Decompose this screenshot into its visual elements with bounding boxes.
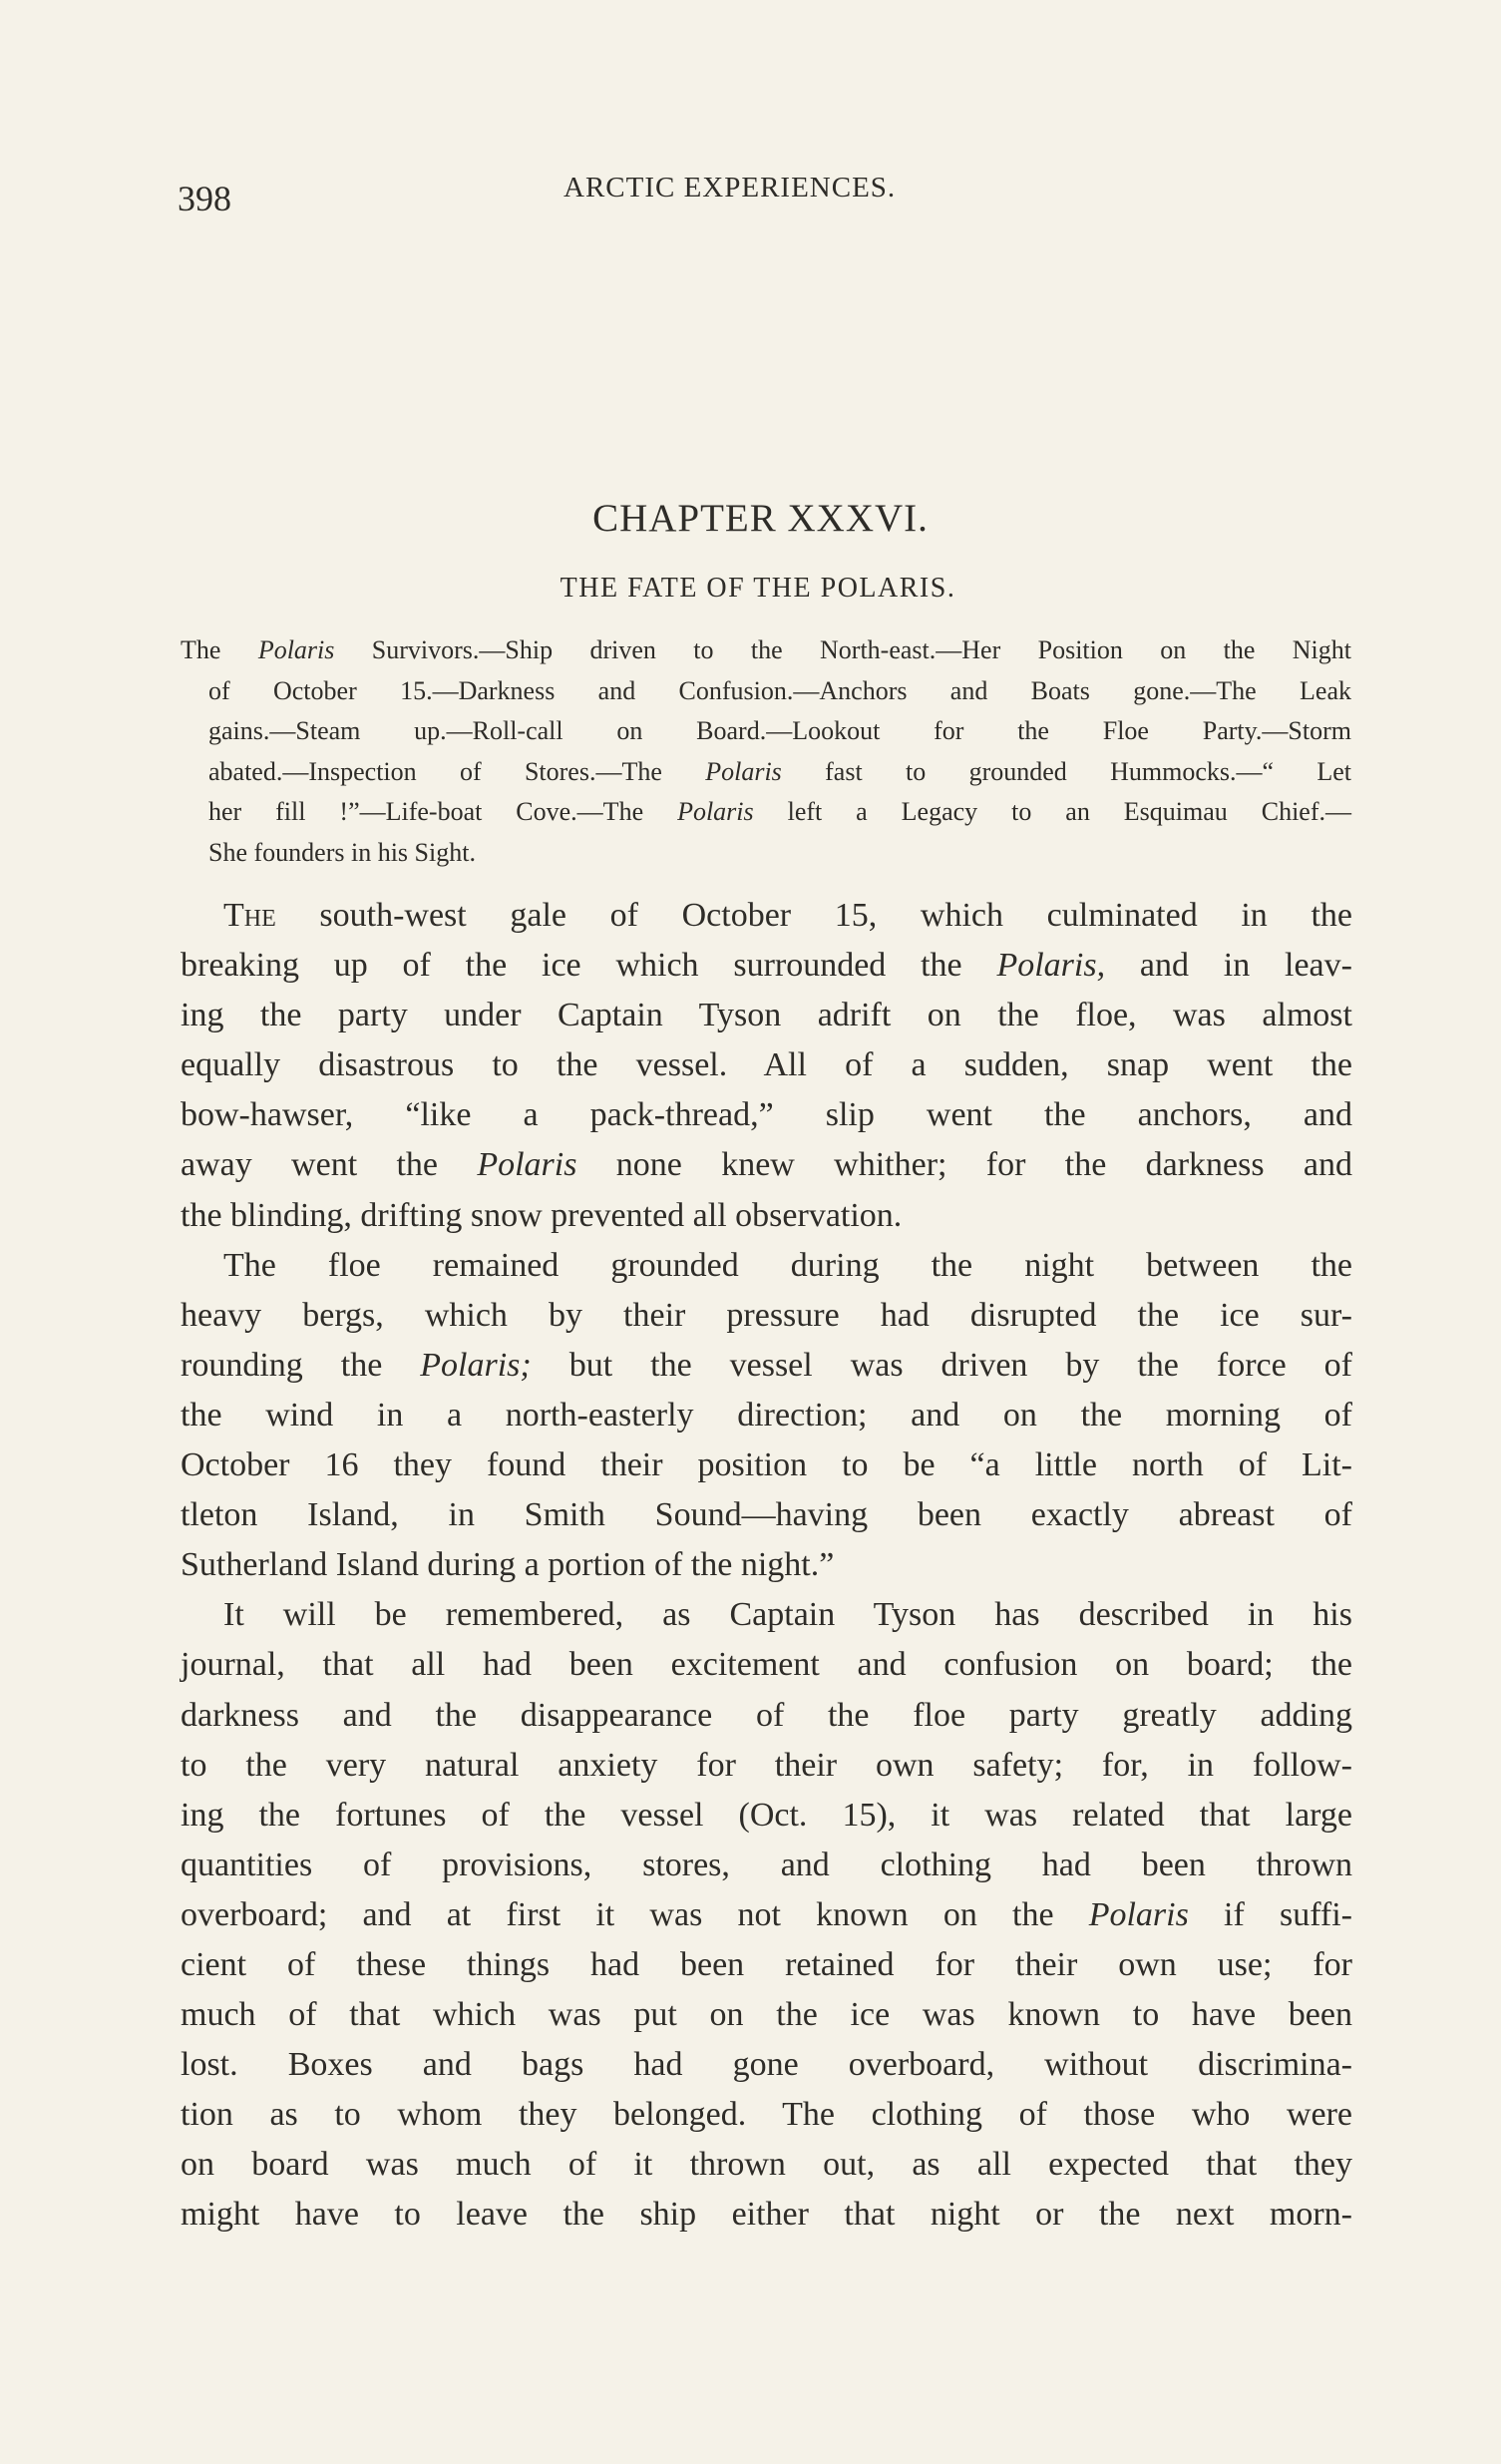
text-line bbox=[181, 1391, 1352, 1440]
text-line bbox=[181, 941, 1352, 991]
text-segment: bow-hawser, “like a pack-thread,” slip went the anchors, and bbox=[181, 1096, 1352, 1134]
text-segment: Sutherland Island during a portion of the night.” bbox=[181, 1546, 835, 1584]
text-line bbox=[181, 1490, 1352, 1540]
text-segment: tion as to whom they belonged. The clothing of those who were bbox=[181, 2096, 1352, 2134]
text-line bbox=[181, 891, 1352, 941]
text-segment: rounding the bbox=[181, 1346, 421, 1384]
text-line bbox=[181, 1890, 1352, 1940]
text-segment: The bbox=[181, 635, 258, 664]
italic-text: Polaris bbox=[677, 797, 754, 826]
text-line bbox=[181, 2090, 1352, 2140]
text-segment: left a Legacy to an Esquimau Chief.— bbox=[753, 797, 1351, 826]
text-line bbox=[181, 1741, 1352, 1791]
text-segment: overboard; and at first it was not known on the bbox=[181, 1895, 1089, 1933]
text-line bbox=[181, 752, 1351, 793]
text-line bbox=[181, 1090, 1352, 1140]
text-line bbox=[181, 1990, 1352, 2040]
text-segment: quantities of provisions, stores, and clothing had been thrown bbox=[181, 1846, 1352, 1883]
text-line bbox=[181, 1140, 1352, 1190]
text-segment: away went the bbox=[181, 1146, 478, 1184]
text-line bbox=[181, 711, 1351, 752]
text-line bbox=[181, 1291, 1352, 1341]
text-segment: much of that which was put on the ice was known to have been bbox=[181, 1996, 1352, 2034]
text-segment: of October 15.—Darkness and Confusion.—Anchors and Boats gone.—The Leak bbox=[208, 675, 1351, 705]
text-segment: none knew whither; for the darkness and bbox=[576, 1146, 1353, 1184]
text-segment: The bbox=[223, 897, 276, 934]
text-segment: ing the party under Captain Tyson adrift on the floe, was almost bbox=[181, 997, 1352, 1034]
text-segment: but the vessel was driven by the force of bbox=[531, 1346, 1352, 1384]
chapter-title: CHAPTER XXXVI. bbox=[592, 497, 929, 540]
text-line bbox=[181, 1791, 1352, 1841]
italic-text: Polaris bbox=[1088, 1895, 1189, 1933]
text-line bbox=[181, 671, 1351, 712]
chapter-subtitle: THE FATE OF THE POLARIS. bbox=[560, 573, 956, 604]
text-segment: She founders in his Sight. bbox=[208, 837, 476, 867]
chapter-summary bbox=[181, 630, 1351, 873]
italic-text: Polaris; bbox=[420, 1346, 532, 1384]
text-line bbox=[181, 1590, 1352, 1640]
text-segment: on board was much of it thrown out, as all expected that they bbox=[181, 2146, 1352, 2184]
text-segment: ing the fortunes of the vessel (Oct. 15), it was related that large bbox=[181, 1796, 1352, 1834]
page-number: 398 bbox=[178, 179, 231, 218]
text-segment: lost. Boxes and bags had gone overboard, without discrimina- bbox=[181, 2046, 1352, 2084]
text-line bbox=[181, 1341, 1352, 1391]
text-segment: darkness and the disappearance of the floe party greatly adding bbox=[181, 1696, 1352, 1734]
text-line bbox=[181, 1191, 1352, 1241]
text-segment: journal, that all had been excitement and confusion on board; the bbox=[181, 1646, 1352, 1684]
text-segment: if suffi- bbox=[1188, 1895, 1352, 1933]
text-line bbox=[181, 1640, 1352, 1690]
text-segment: abated.—Inspection of Stores.—The bbox=[208, 756, 706, 786]
text-segment: tleton Island, in Smith Sound—having been exactly abreast of bbox=[181, 1496, 1352, 1534]
text-segment: and in leav- bbox=[1105, 947, 1352, 985]
paragraph bbox=[181, 891, 1352, 1241]
text-segment: the blinding, drifting snow prevented all observation. bbox=[181, 1196, 903, 1234]
text-line bbox=[181, 1440, 1352, 1490]
text-line bbox=[181, 630, 1351, 671]
text-segment: to the very natural anxiety for their own safety; for, in follow- bbox=[181, 1746, 1352, 1784]
paragraph bbox=[181, 1241, 1352, 1591]
italic-text: Polaris, bbox=[996, 947, 1106, 985]
text-line bbox=[181, 2040, 1352, 2090]
running-title: ARCTIC EXPERIENCES. bbox=[563, 172, 897, 204]
italic-text: Polaris bbox=[477, 1146, 577, 1184]
text-line bbox=[181, 833, 1351, 874]
text-segment: October 16 they found their position to be “a little north of Lit- bbox=[181, 1446, 1352, 1484]
italic-text: Polaris bbox=[705, 756, 782, 786]
paragraph bbox=[181, 1590, 1352, 2240]
text-line bbox=[181, 1691, 1352, 1741]
text-line bbox=[181, 1040, 1352, 1090]
text-line bbox=[181, 1940, 1352, 1990]
text-line bbox=[181, 792, 1351, 833]
text-segment: fast to grounded Hummocks.—“ Let bbox=[781, 756, 1352, 786]
text-segment: her fill !”—Life-boat Cove.—The bbox=[208, 797, 678, 826]
italic-text: Polaris bbox=[257, 635, 335, 664]
text-line bbox=[181, 1241, 1352, 1291]
body-text bbox=[181, 891, 1352, 2241]
text-segment: equally disastrous to the vessel. All of a sudden, snap went the bbox=[181, 1046, 1352, 1084]
text-line bbox=[181, 991, 1352, 1040]
text-segment: the wind in a north-easterly direction; and on the morning of bbox=[181, 1396, 1352, 1434]
text-segment: It will be remembered, as Captain Tyson has described in his bbox=[223, 1596, 1352, 1634]
text-segment: south-west gale of October 15, which culminated in the bbox=[275, 897, 1352, 934]
text-line bbox=[181, 1540, 1352, 1590]
text-line bbox=[181, 1841, 1352, 1890]
text-segment: cient of these things had been retained for their own use; for bbox=[181, 1945, 1352, 1983]
text-line bbox=[181, 2190, 1352, 2240]
text-segment: breaking up of the ice which surrounded the bbox=[181, 947, 997, 985]
text-segment: heavy bergs, which by their pressure had disrupted the ice sur- bbox=[181, 1296, 1352, 1334]
text-segment: gains.—Steam up.—Roll-call on Board.—Lookout for the Floe Party.—Storm bbox=[208, 716, 1351, 745]
text-segment: might have to leave the ship either that night or the next morn- bbox=[181, 2196, 1352, 2234]
text-segment: Survivors.—Ship driven to the North-east.—Her Position on the Night bbox=[334, 635, 1351, 664]
text-segment: The floe remained grounded during the night between the bbox=[223, 1246, 1352, 1284]
text-line bbox=[181, 2140, 1352, 2190]
